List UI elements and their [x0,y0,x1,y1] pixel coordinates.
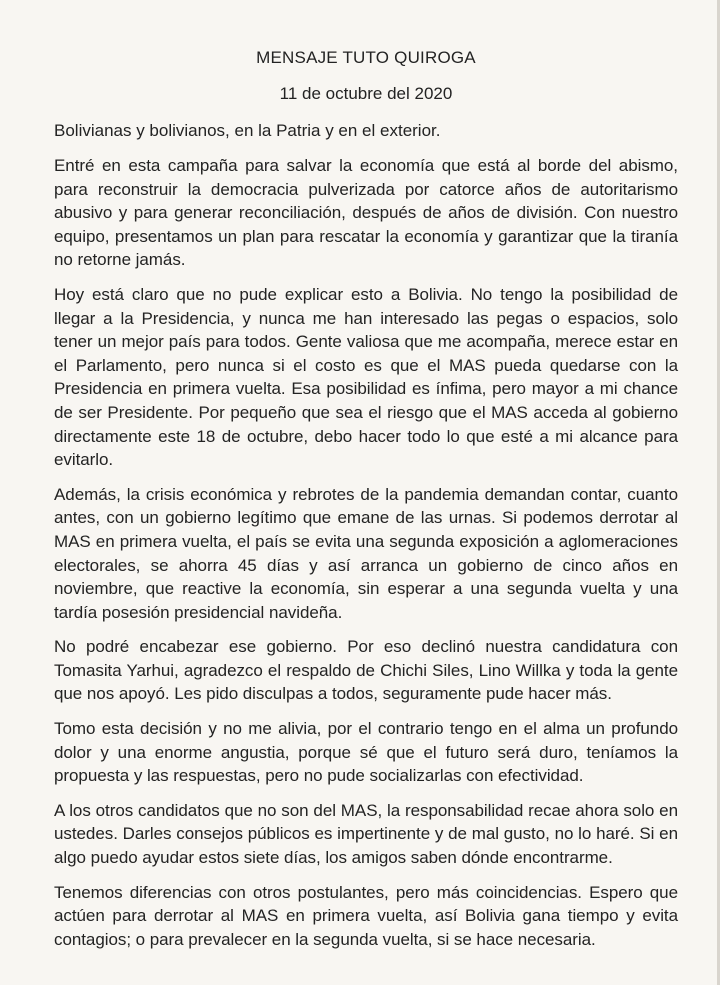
document-title: MENSAJE TUTO QUIROGA [256,48,476,67]
document-date: 11 de octubre del 2020 [279,84,453,103]
paragraph: Tenemos diferencias con otros postulantes, pero más coincidencias. Espero que actúen para derrotar al MAS en primera vuelta, así Bolivia gana tiempo y evita contagios; o para prevalecer en la segunda vuelta, si se hace necesaria. [54,882,678,949]
paragraph: Entré en esta campaña para salvar la economía que está al borde del abismo, para reconstruir la democracia pulverizada por catorce años de autoritarismo abusivo y para generar reconciliación, después de años de división. Con nuestro equipo, presentamos un plan para rescatar la economía y garantizar que la tiranía no retorne jamás. [54,156,678,270]
salutation: Bolivianas y bolivianos, en la Patria y en el exterior. [54,121,441,140]
paragraph: Hoy está claro que no pude explicar esto a Bolivia. No tengo la posibilidad de llegar a la Presidencia, y nunca me han interesado las pegas o espacios, solo tener un mejor país para todos. Gente valiosa que me acompaña, merece estar en el Parlamento, pero nunca si el costo es que el MAS pueda quedarse con la Presidencia en primera vuelta. Esa posibilidad es ínfima, pero mayor a mi chance de ser Presidente. Por pequeño que sea el riesgo que el MAS acceda al gobierno directamente este 18 de octubre, debo hacer todo lo que esté a mi alcance para evitarlo. [54,284,678,470]
paragraph: Tomo esta decisión y no me alivia, por el contrario tengo en el alma un profundo dolor y una enorme angustia, porque sé que el futuro será duro, teníamos la propuesta y las respuestas, pero no pude socializarlas con efectividad. [54,719,678,786]
paragraph: No podré encabezar ese gobierno. Por eso declinó nuestra candidatura con Tomasita Yarhui, agradezco el respaldo de Chichi Siles, Lino Willka y toda la gente que nos apoyó. Les pido disculpas a todos, seguramente pude hacer más. [54,637,678,704]
paragraph: A los otros candidatos que no son del MAS, la responsabilidad recae ahora solo en ustedes. Darles consejos públicos es impertinente y de mal gusto, no lo haré. Si en algo puedo ayudar estos siete días, los amigos saben dónde encontrarme. [54,800,678,868]
paragraph: Además, la crisis económica y rebrotes de la pandemia demandan contar, cuanto antes, con un gobierno legítimo que emane de las urnas. Si podemos derrotar al MAS en primera vuelta, el país se evita una segunda exposición a aglomeraciones electorales, se ahorra 45 días y así arranca un gobierno de cinco años en noviembre, que reactive la economía, sin esperar a una segunda vuelta y una tardía posesión presidencial navideña. [54,484,678,622]
